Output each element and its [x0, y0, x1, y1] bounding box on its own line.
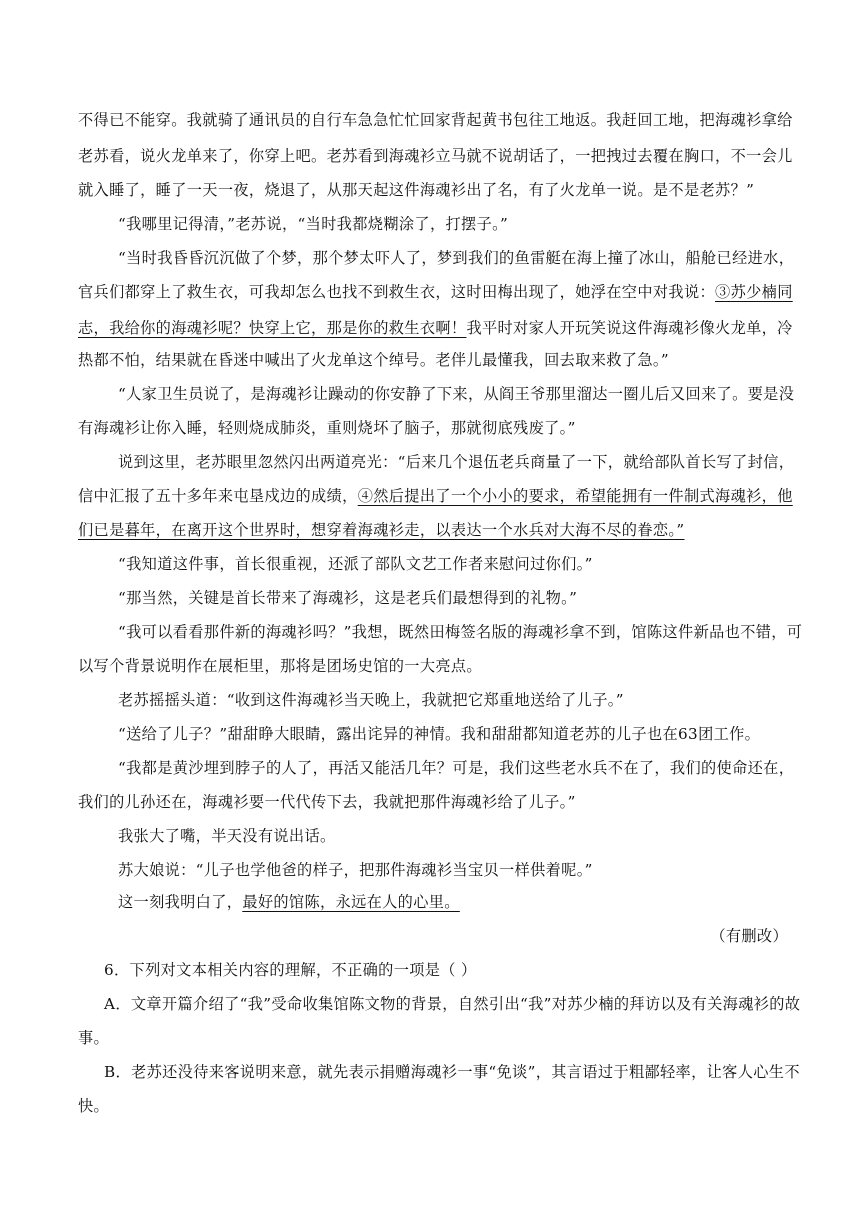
story-line: 老苏看，说火龙单来了，你穿上吧。老苏看到海魂衫立马就不说胡话了，一把拽过去覆在胸口，不一会儿	[78, 147, 793, 165]
underlined-sentence-4: 们已是暮年，在离开这个世界时，想穿着海魂衫走，以表达一个水兵对大海不尽的眷恋。”	[78, 521, 685, 539]
source-note: （有删改）	[710, 927, 788, 945]
story-line: 不得已不能穿。我就骑了通讯员的自行车急急忙忙回家背起黄书包往工地返。我赶回工地，把海魂衫拿给	[78, 111, 793, 129]
story-line	[78, 282, 793, 302]
story-line	[78, 318, 793, 338]
story-line: 说到这里，老苏眼里忽然闪出两道亮光：“后来几个退伍老兵商量了一下，就给部队首长写了封信，	[118, 453, 795, 471]
option-a: A．文章开篇介绍了“我”受命收集馆陈文物的背景，自然引出“我”对苏少楠的拜访以及有关海魂衫的故	[104, 995, 801, 1013]
question-stem: 6．下列对文本相关内容的理解，不正确的一项是（ ）	[104, 961, 477, 979]
story-line: “我哪里记得清，”老苏说，“当时我都烧糊涂了，打摆子。”	[118, 215, 509, 233]
story-line: “我可以看看那件新的海魂衫吗？”我想，既然田梅签名版的海魂衫拿不到，馆陈这件新品也不错，可	[118, 623, 803, 641]
story-line: “我都是黄沙埋到脖子的人了，再活又能活几年？可是，我们这些老水兵不在了，我们的使命还在，	[118, 759, 795, 777]
story-text: 这一刻我明白了，	[118, 893, 243, 911]
story-line: “人家卫生员说了，是海魂衫让躁动的你安静了下来，从阎王爷那里溜达一圈儿后又回来了。要是没	[118, 385, 795, 403]
underlined-sentence-4: ④然后提出了一个小小的要求，希望能拥有一件制式海魂衫，他	[357, 487, 793, 505]
story-line: 热都不怕，结果就在昏迷中喊出了火龙单这个绰号。老伴儿最懂我，回去取来救了急。”	[78, 351, 669, 369]
story-line: 就入睡了，睡了一天一夜，烧退了，从那天起这件海魂衫出了名，有了火龙单一说。是不是老苏？”	[78, 181, 755, 199]
story-line	[118, 892, 828, 912]
story-line: 苏大娘说：“儿子也学他爸的样子，把那件海魂衫当宝贝一样供着呢。”	[118, 861, 593, 879]
story-line: “那当然，关键是首长带来了海魂衫，这是老兵们最想得到的礼物。”	[118, 589, 578, 607]
story-text: 信中汇报了五十多年来屯垦戍边的成绩，	[78, 487, 358, 505]
option-a-continued: 事。	[78, 1029, 110, 1047]
underlined-ending: 最好的馆陈，永远在人的心里。	[242, 893, 460, 911]
story-line: 老苏摇摇头道：“收到这件海魂衫当天晚上，我就把它郑重地送给了儿子。”	[118, 691, 624, 709]
underlined-sentence-3: 志，我给你的海魂衫呢？快穿上它，那是你的救生衣啊！	[78, 319, 467, 337]
underlined-sentence-3: ③苏少楠同	[715, 283, 793, 301]
option-b-continued: 快。	[78, 1097, 110, 1115]
story-text: 官兵们都穿上了救生衣，可我却怎么也找不到救生衣，这时田梅出现了，她浮在空中对我说：	[78, 283, 716, 301]
story-line: 我们的儿孙还在，海魂衫要一代代传下去，我就把那件海魂衫给了儿子。”	[78, 793, 576, 811]
story-line: “我知道这件事，首长很重视，还派了部队文艺工作者来慰问过你们。”	[118, 555, 593, 573]
story-line: “送给了儿子？”甜甜睁大眼睛，露出诧异的神情。我和甜甜都知道老苏的儿子也在63团工作。	[118, 725, 761, 743]
story-line	[78, 486, 793, 506]
story-line: “当时我昏昏沉沉做了个梦，那个梦太吓人了，梦到我们的鱼雷艇在海上撞了冰山，船舱已经进水，	[118, 249, 795, 267]
story-line: 以写个背景说明作在展柜里，那将是团场史馆的一大亮点。	[78, 657, 482, 675]
option-b: B．老苏还没待来客说明来意，就先表示捐赠海魂衫一事“免谈”，其言语过于粗鄙轻率，让客人心生不	[104, 1063, 800, 1081]
story-line	[78, 520, 788, 540]
story-line: 有海魂衫让你入睡，轻则烧成肺炎，重则烧坏了脑子，那就彻底残废了。”	[78, 419, 576, 437]
story-line: 我张大了嘴，半天没有说出话。	[118, 827, 336, 845]
story-text: 我平时对家人开玩笑说这件海魂衫像火龙单，冷	[466, 319, 793, 337]
